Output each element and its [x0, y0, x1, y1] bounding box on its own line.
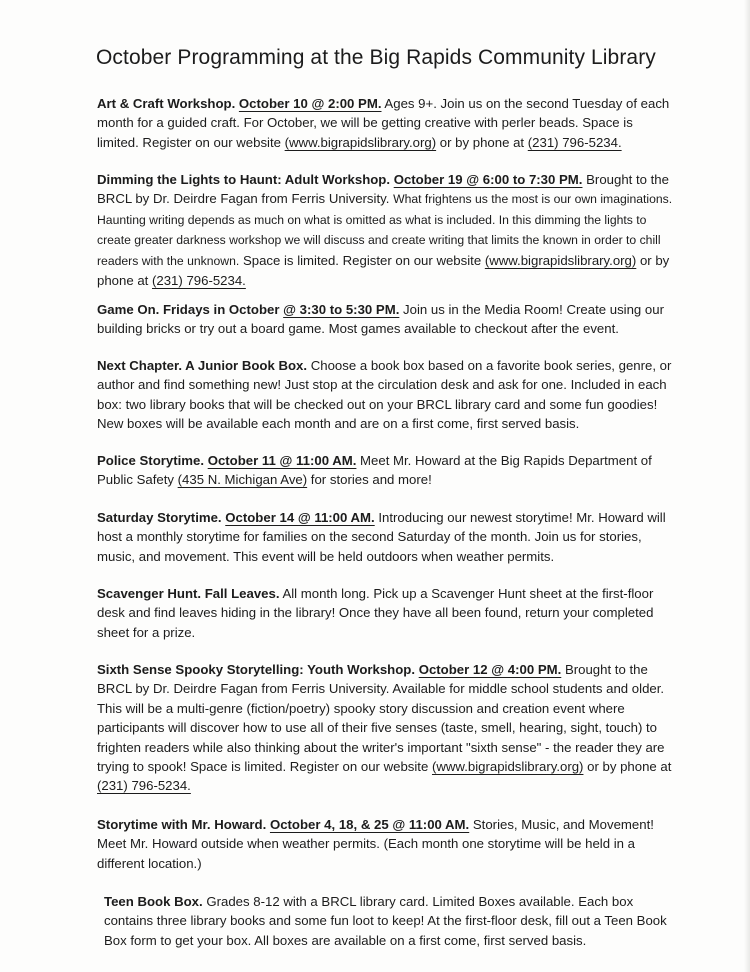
event-name: Storytime with Mr. Howard. [97, 817, 267, 832]
event-name: Scavenger Hunt. Fall Leaves. [97, 586, 280, 601]
website-link: (www.bigrapidslibrary.org) [484, 252, 637, 268]
event-name: Teen Book Box. [104, 894, 203, 909]
event-description: Meet Mr. Howard at the Big Rapids Department of Public Safety [97, 453, 652, 488]
event-date: October 12 @ 4:00 PM. [418, 662, 562, 677]
event-description: Brought to the BRCL by Dr. Deirdre Fagan from Ferris University. [97, 172, 669, 207]
phone-number: (231) 796-5234. [527, 134, 622, 150]
event-name: Game On. Fridays in October [97, 302, 280, 317]
event-saturday-storytime [97, 508, 677, 566]
event-name: Police Storytime. [97, 453, 205, 468]
event-description-detail: What frightens us the most is our own imaginations. Haunting writing depends as much on what is omitted as what is included. In this dimming the lights to create greater darkness workshop we will discuss and create writing that limits the known in order to chill readers with the unknown. [97, 192, 673, 268]
event-description: Grades 8-12 with a BRCL library card. Limited Boxes available. Each box contains three library books and some fun loot to keep! At the first-floor desk, fill out a Teen Book Box form to get your box. All boxes are available on a first come, first served basis. [104, 894, 667, 948]
event-date: October 19 @ 6:00 to 7:30 PM. [393, 172, 583, 187]
event-name: Art & Craft Workshop. [97, 96, 236, 111]
event-name: Saturday Storytime. [97, 510, 222, 525]
event-sixth-sense: Sixth Sense Spooky Storytelling: Youth Workshop. October 12 @ 4:00 PM. Brought to the BRCL by Dr. Deirdre Fagan from Ferris University. Available for middle school students and older. This will be a multi-genre (fiction/poetry) spooky story discussion and creation event where participants will discover how to use all of their five senses (taste, smell, hearing, sight, touch) to frighten readers while also thinking about the writer's important "sixth sense" - the reader they are trying to spook! Space is limited. Register on our website (www.bigrapidslibrary.org) or by phone at (231) 796-5234. [97, 662, 672, 794]
event-date: @ 3:30 to 5:30 PM. [283, 302, 400, 317]
website-link: (www.bigrapidslibrary.org) [284, 134, 437, 150]
event-description: Introducing our newest storytime! Mr. Howard will host a monthly storytime for families on the second Saturday of the month. Join us for stories, music, and movement. This event will be held outdoors when weather permits. [97, 510, 666, 564]
event-description: All month long. Pick up a Scavenger Hunt sheet at the first-floor desk and find leaves hiding in the library! Once they have all been found, return your completed sheet for a prize. [97, 586, 654, 640]
phone-number: (231) 796-5234. [97, 778, 191, 794]
page-title: October Programming at the Big Rapids Community Library [96, 46, 656, 69]
event-teen-book-box [104, 892, 674, 950]
event-description: Brought to the BRCL by Dr. Deirdre Fagan from Ferris University. Available for middle school students and older. This will be a multi-genre (fiction/poetry) spooky story discussion and creation event where participants will discover how to use all of their five senses (taste, smell, hearing, sight, touch) to frighten readers while also thinking about the writer's important "sixth sense" - the reader they are trying to spook! Space is limited. Register on our website [97, 662, 665, 775]
event-description: Ages 9+. Join us on the second Tuesday of each month for a guided craft. For October, we will be getting creative with perler beads. Space is limited. Register on our website [97, 96, 670, 150]
event-name: Sixth Sense Spooky Storytelling: Youth Workshop. [97, 662, 416, 677]
event-description: Choose a book box based on a favorite book series, genre, or author and find something new! Just stop at the circulation desk and ask for one. Included in each box: two library books that will be checked out on your BRCL library card and some fun goodies! New boxes will be available each month and are on a first come, first served basis. [97, 358, 672, 432]
event-storytime-howard [97, 815, 677, 873]
event-location: (435 N. Michigan Ave) [177, 472, 308, 488]
website-link: (www.bigrapidslibrary.org) [431, 759, 584, 775]
event-date: October 4, 18, & 25 @ 11:00 AM. [269, 817, 470, 832]
event-date: October 10 @ 2:00 PM. [238, 96, 382, 111]
event-game-on [97, 300, 677, 339]
event-scavenger-hunt [97, 584, 677, 642]
event-name: Next Chapter. A Junior Book Box. [97, 358, 308, 373]
scan-edge-shadow [744, 0, 750, 972]
event-date: October 14 @ 11:00 AM. [225, 510, 375, 525]
event-date: October 11 @ 11:00 AM. [207, 453, 357, 468]
event-art-craft: Art & Craft Workshop. October 10 @ 2:00 PM. Ages 9+. Join us on the second Tuesday of each month for a guided craft. For October, we will be getting creative with perler beads. Space is limited. Register on our website (www.bigrapidslibrary.org) or by phone at (231) 796-5234. [97, 96, 670, 150]
phone-number: (231) 796-5234. [152, 273, 246, 289]
event-police-storytime: Police Storytime. October 11 @ 11:00 AM. Meet Mr. Howard at the Big Rapids Department of Public Safety (435 N. Michigan Ave) for stories and more! [97, 453, 652, 488]
event-description: Stories, Music, and Movement! Meet Mr. Howard outside when weather permits. (Each month one storytime will be held in a different location.) [97, 817, 654, 871]
event-dimming-lights: Dimming the Lights to Haunt: Adult Workshop. October 19 @ 6:00 to 7:30 PM. Brought to the BRCL by Dr. Deirdre Fagan from Ferris University. What frightens us the most is our own imaginations. Haunting writing depends as much on what is omitted as what is included. In this dimming the lights to create greater darkness workshop we will discuss and create writing that limits the known in order to chill readers with the unknown. Space is limited. Register on our website (www.bigrapidslibrary.org) or by phone at (231) 796-5234. [97, 172, 673, 289]
event-next-chapter [97, 356, 677, 434]
event-name: Dimming the Lights to Haunt: Adult Workshop. [97, 172, 391, 187]
event-description: Join us in the Media Room! Create using our building bricks or try out a board game. Most games available to checkout after the event. [97, 302, 664, 337]
